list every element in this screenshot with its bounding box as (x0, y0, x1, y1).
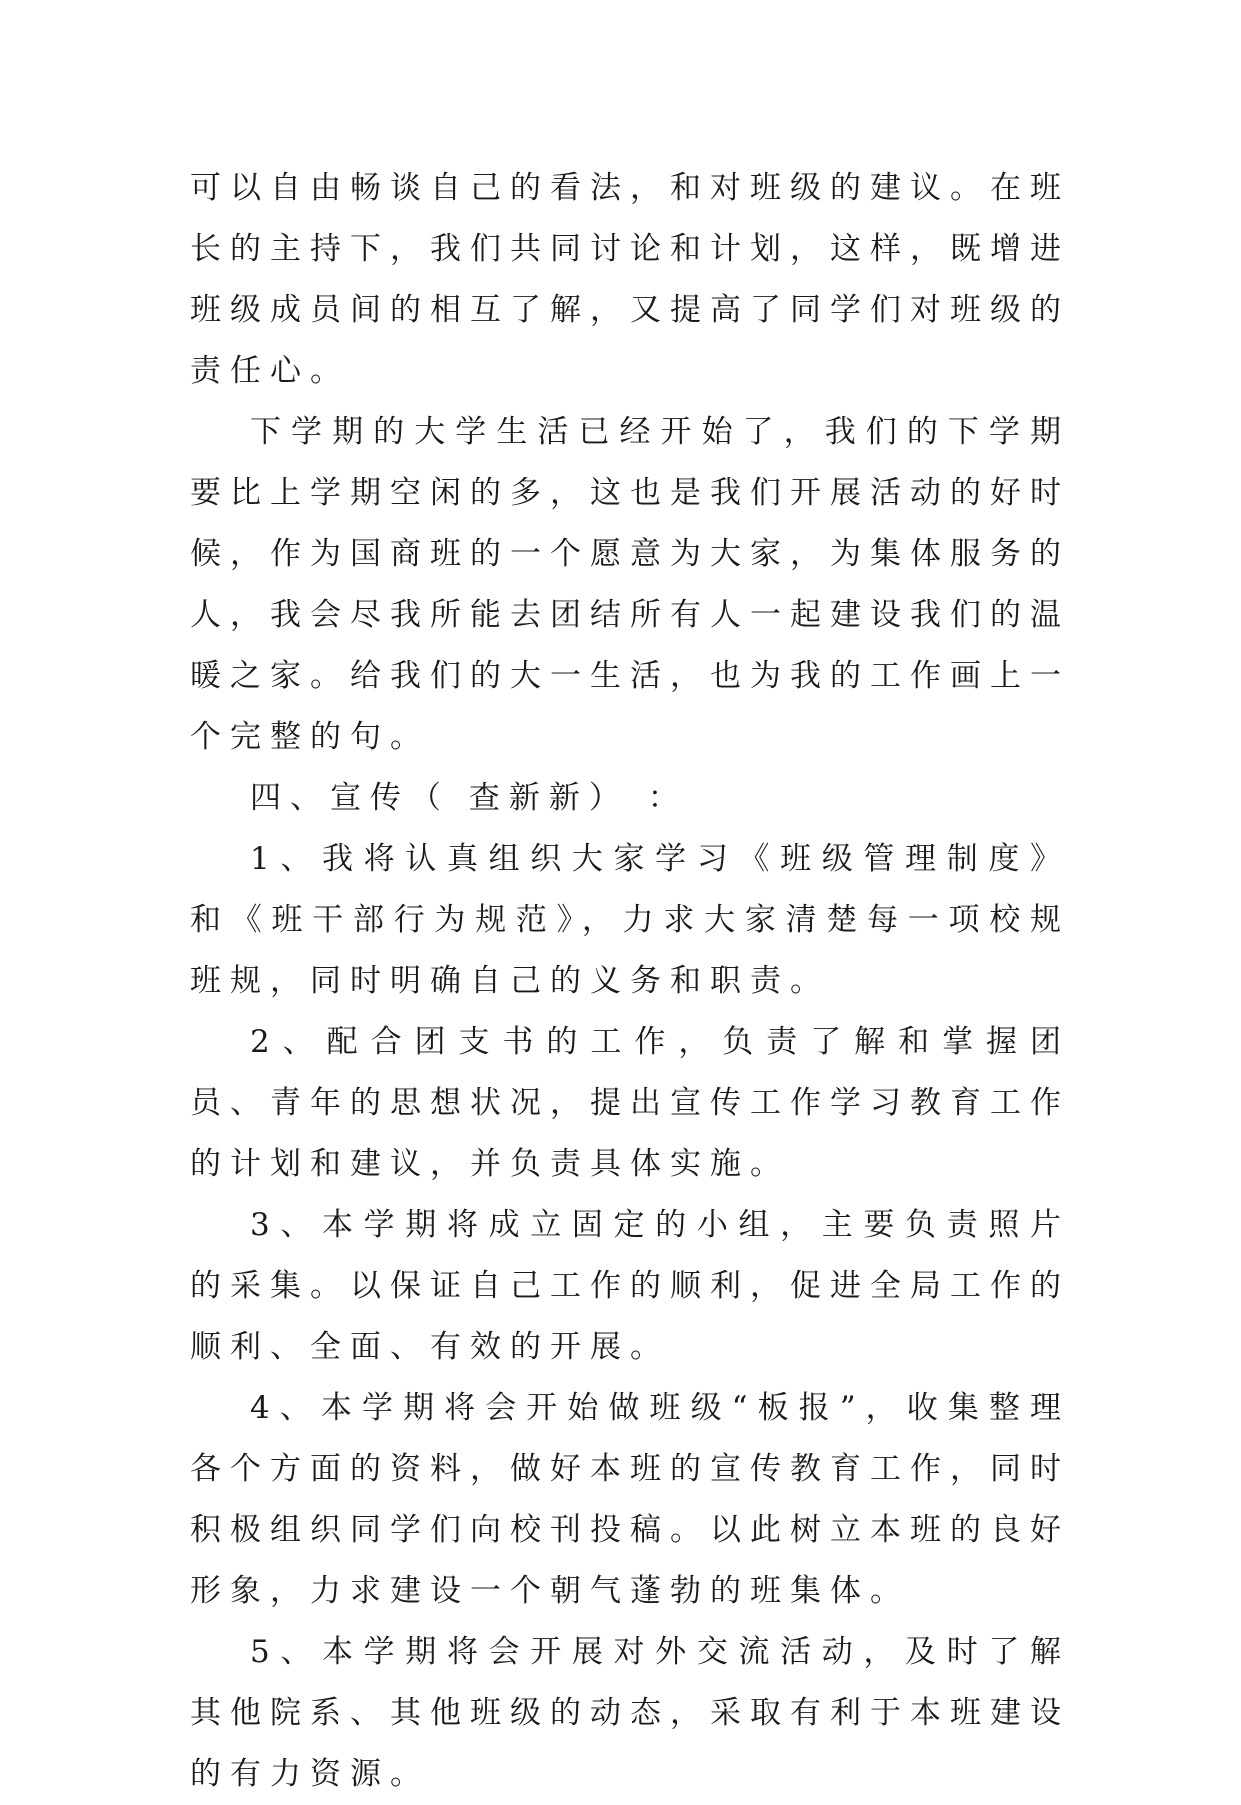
paragraph-item-1: 1、我将认真组织大家学习《班级管理制度》和《班干部行为规范》，力求大家清楚每一项校规班规，同时明确自己的义务和职责。 (190, 841, 1070, 999)
section-heading-publicity: 四、宣传（ 查新新） ： (250, 780, 688, 816)
paragraph-item-3: 3、本学期将成立固定的小组，主要负责照片的采集。以保证自己工作的顺利，促进全局工作的顺利、全面、有效的开展。 (190, 1207, 1070, 1365)
paragraph-item-5: 5、本学期将会开展对外交流活动，及时了解其他院系、其他班级的动态，采取有利于本班建设的有力资源。 (190, 1634, 1070, 1792)
paragraph-2: 下学期的大学生活已经开始了，我们的下学期要比上学期空闲的多，这也是我们开展活动的好时候，作为国商班的一个愿意为大家，为集体服务的人，我会尽我所能去团结所有人一起建设我们的温暖之家。给我们的大一生活，也为我的工作画上一个完整的句。 (190, 414, 1070, 755)
paragraph-item-4: 4、本学期将会开始做班级“板报”，收集整理各个方面的资料，做好本班的宣传教育工作，同时积极组织同学们向校刊投稿。以此树立本班的良好形象，力求建设一个朝气蓬勃的班集体。 (190, 1390, 1070, 1609)
document-body (190, 158, 1070, 1805)
paragraph-1: 可以自由畅谈自己的看法，和对班级的建议。在班长的主持下，我们共同讨论和计划，这样，既增进班级成员间的相互了解，又提高了同学们对班级的责任心。 (190, 170, 1070, 389)
paragraph-item-2: 2、配合团支书的工作，负责了解和掌握团员、青年的思想状况，提出宣传工作学习教育工作的计划和建议，并负责具体实施。 (190, 1024, 1070, 1182)
